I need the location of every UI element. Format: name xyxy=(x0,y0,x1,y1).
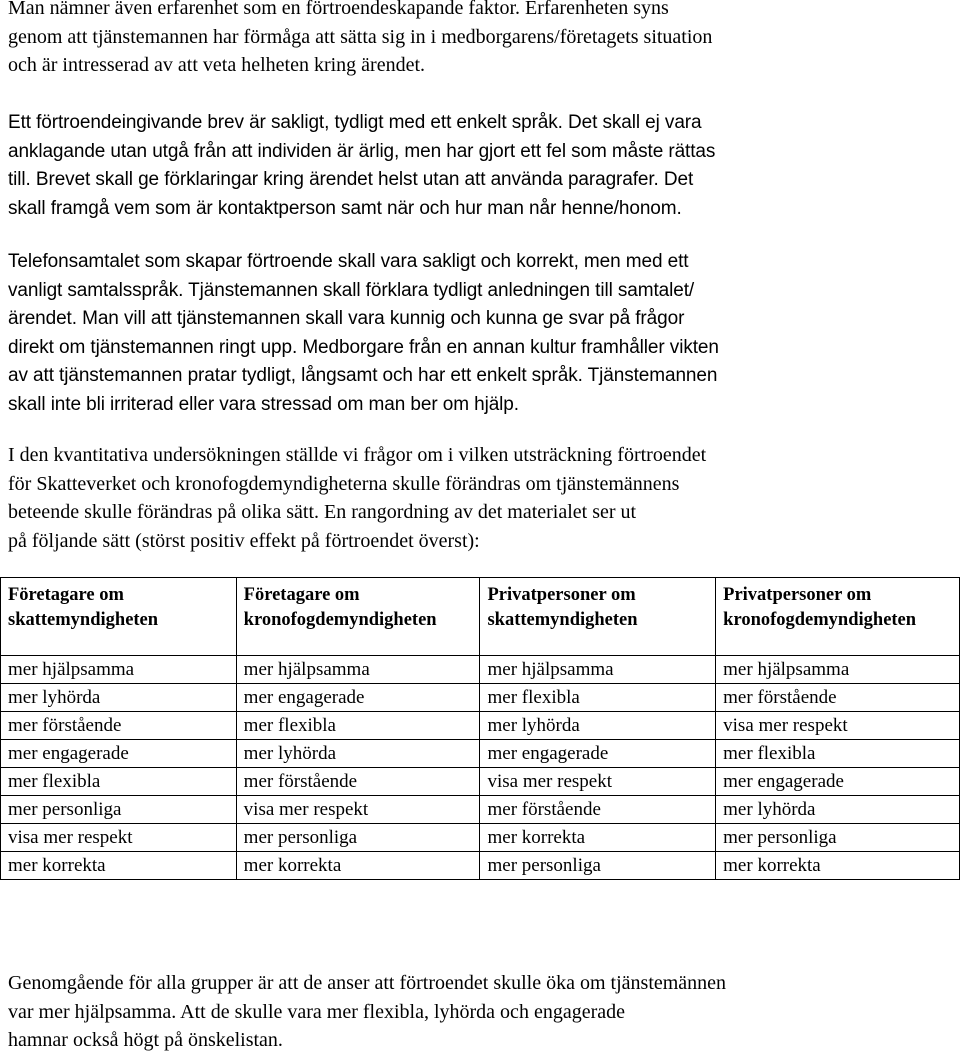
table-cell: mer korrekta xyxy=(480,824,716,852)
paragraph-quantitative-study xyxy=(8,441,706,555)
table-cell: visa mer respekt xyxy=(480,768,716,796)
header-line: kronofogdemyndigheten xyxy=(723,610,917,630)
table-cell: visa mer respekt xyxy=(1,824,237,852)
text-line: I den kvantitativa undersökningen ställde vi frågor om i vilken utsträckning förtroendet xyxy=(8,444,707,466)
table-cell: mer flexibla xyxy=(236,712,480,740)
paragraph-phone-call xyxy=(8,248,719,420)
table-cell: mer flexibla xyxy=(1,768,237,796)
text-line: ärendet. Man vill att tjänstemannen skall vara kunnig och kunna ge svar på frågor xyxy=(8,308,685,330)
table-cell: mer förstående xyxy=(480,796,716,824)
table-cell: mer lyhörda xyxy=(480,712,716,740)
header-line: skattemyndigheten xyxy=(8,610,159,630)
text-line: genom att tjänstemannen har förmåga att sätta sig in i medborgarens/företagets situation xyxy=(8,25,713,48)
text-line: hamnar också högt på önskelistan. xyxy=(8,1029,283,1052)
table-cell: visa mer respekt xyxy=(236,796,480,824)
text-line: direkt om tjänstemannen ringt upp. Medborgare från en annan kultur framhåller vikten xyxy=(8,336,719,358)
table-cell: mer flexibla xyxy=(716,740,960,768)
text-line: var mer hjälpsamma. Att de skulle vara mer flexibla, lyhörda och engagerade xyxy=(8,1000,625,1023)
text-line: av att tjänstemannen pratar tydligt, långsamt och har ett enkelt språk. Tjänstemannen xyxy=(8,365,718,387)
table-cell: mer förstående xyxy=(716,684,960,712)
table-cell: mer förstående xyxy=(1,712,237,740)
table-cell: mer personliga xyxy=(1,796,237,824)
column-header-companies-enforcement xyxy=(236,578,480,656)
table-cell: mer förstående xyxy=(236,768,480,796)
text-line: för Skatteverket och kronofogdemyndigheterna skulle förändras om tjänstemännens xyxy=(8,472,680,495)
text-line: skall inte bli irriterad eller vara stressad om man ber om hjälp. xyxy=(8,393,519,415)
table-cell: mer engagerade xyxy=(716,768,960,796)
text-line: och är intresserad av att veta helheten kring ärendet. xyxy=(8,54,426,77)
text-line: anklagande utan utgå från att individen är ärlig, men har gjort ett fel som måste rättas xyxy=(8,140,716,162)
table-cell: mer hjälpsamma xyxy=(716,656,960,684)
table-cell: mer hjälpsamma xyxy=(236,656,480,684)
table-row xyxy=(1,712,960,740)
header-line: Företagare om xyxy=(243,585,360,605)
table-cell: mer hjälpsamma xyxy=(1,656,237,684)
table-row xyxy=(1,768,960,796)
table-cell: mer korrekta xyxy=(236,852,480,880)
table-cell: mer korrekta xyxy=(1,852,237,880)
table-row xyxy=(1,740,960,768)
table-cell: mer lyhörda xyxy=(1,684,237,712)
column-header-individuals-enforcement xyxy=(716,578,960,656)
table-row xyxy=(1,852,960,880)
text-line: på följande sätt (störst positiv effekt på förtroendet överst): xyxy=(8,529,480,552)
table-cell: mer engagerade xyxy=(1,740,237,768)
table-cell: mer korrekta xyxy=(716,852,960,880)
header-line: Privatpersoner om xyxy=(723,585,872,605)
table-cell: mer personliga xyxy=(480,852,716,880)
text-line: Genomgående för alla grupper är att de anser att förtroendet skulle öka om tjänstemännen xyxy=(8,972,727,994)
text-line: till. Brevet skall ge förklaringar kring ärendet helst utan att använda paragrafer. Det xyxy=(8,169,694,191)
paragraph-conclusion xyxy=(8,969,726,1055)
ranking-table xyxy=(0,577,960,880)
table-cell: mer lyhörda xyxy=(236,740,480,768)
header-line: Privatpersoner om xyxy=(487,585,636,605)
table-cell: visa mer respekt xyxy=(716,712,960,740)
table-cell: mer hjälpsamma xyxy=(480,656,716,684)
table-header-row xyxy=(1,578,960,656)
column-header-companies-tax-agency xyxy=(1,578,237,656)
header-line: skattemyndigheten xyxy=(487,610,638,630)
paragraph-experience xyxy=(8,0,712,80)
text-line: vanligt samtalsspråk. Tjänstemannen skall förklara tydligt anledningen till samtalet/ xyxy=(8,279,695,301)
text-line: Man nämner även erfarenhet som en förtroendeskapande faktor. Erfarenheten syns xyxy=(8,0,669,19)
table-row xyxy=(1,684,960,712)
header-line: Företagare om xyxy=(8,585,124,605)
table-row xyxy=(1,656,960,684)
text-line: skall framgå vem som är kontaktperson samt när och hur man når henne/honom. xyxy=(8,197,682,219)
table-row xyxy=(1,824,960,852)
text-line: beteende skulle förändras på olika sätt. En rangordning av det materialet ser ut xyxy=(8,501,637,524)
table-cell: mer engagerade xyxy=(236,684,480,712)
table-cell: mer personliga xyxy=(236,824,480,852)
text-line: Ett förtroendeingivande brev är sakligt, tydligt med ett enkelt språk. Det skall ej vara xyxy=(8,112,702,133)
header-line: kronofogdemyndigheten xyxy=(243,610,437,630)
table-cell: mer flexibla xyxy=(480,684,716,712)
table-cell: mer lyhörda xyxy=(716,796,960,824)
table-row xyxy=(1,796,960,824)
paragraph-letter xyxy=(8,109,715,223)
text-line: Telefonsamtalet som skapar förtroende skall vara sakligt och korrekt, men med ett xyxy=(8,251,689,272)
column-header-individuals-tax-agency xyxy=(480,578,716,656)
table-cell: mer engagerade xyxy=(480,740,716,768)
table-cell: mer personliga xyxy=(716,824,960,852)
